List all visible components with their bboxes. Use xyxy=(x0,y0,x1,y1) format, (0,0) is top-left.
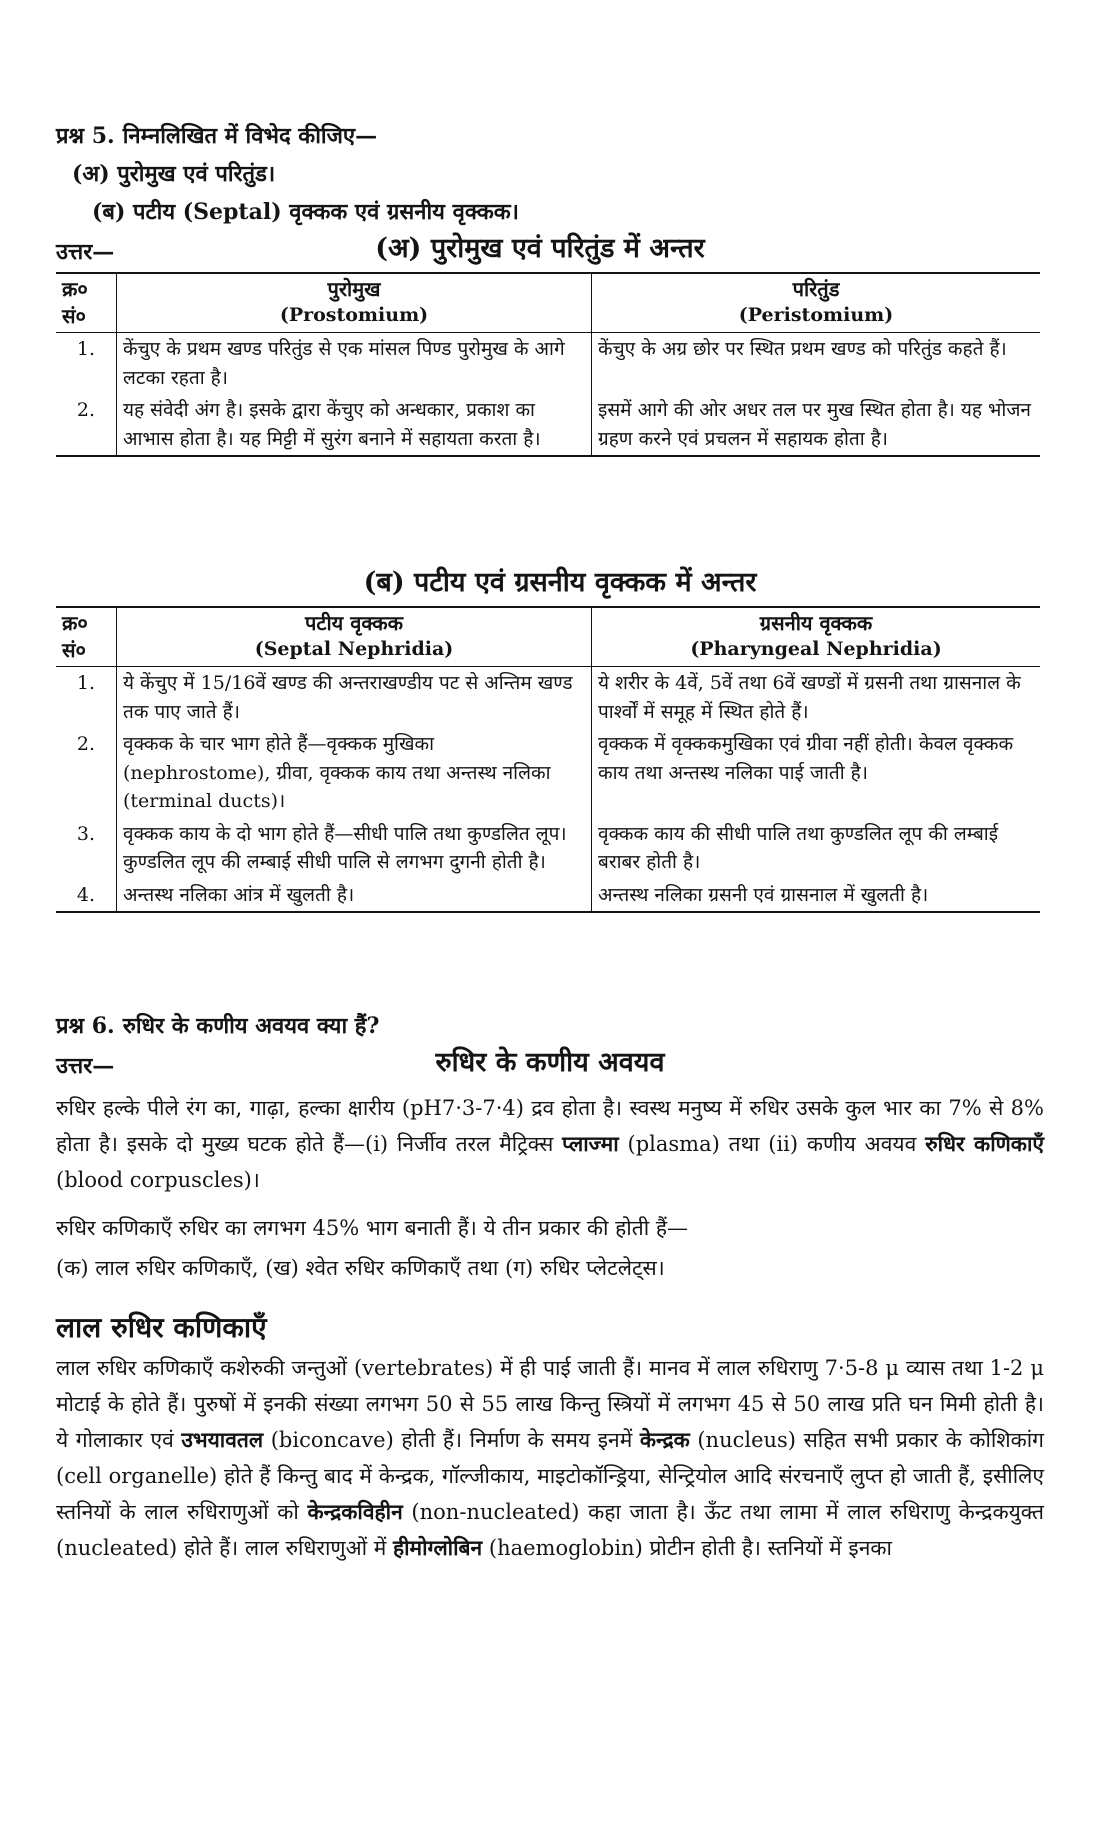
para-bold: केन्द्रकविहीन xyxy=(307,1499,403,1524)
row-serial: 2. xyxy=(56,394,117,456)
row-serial: 3. xyxy=(76,822,96,845)
row-col2: वृक्कक में वृक्ककमुखिका एवं ग्रीवा नहीं होती। केवल वृक्कक काय तथा अन्तस्थ नलिका पाई जाती है। xyxy=(592,728,1041,818)
para-bold: हीमोग्लोबिन xyxy=(392,1535,483,1560)
serial-header: क्र० सं० xyxy=(56,607,117,667)
row-col1: वृक्कक काय के दो भाग होते हैं—सीधी पालि तथा कुण्डलित लूप। कुण्डलित लूप की लम्बाई सीधी पालि से लगभग दुगनी होती है। xyxy=(117,818,592,879)
para-text: (blood corpuscles)। xyxy=(56,1168,260,1192)
para-text: लाल रुधिर कणिकाएँ कशेरुकी जन्तुओं (vertebrates) में ही पाई जाती हैं। मानव में लाल रुधिराणु 7·5-8 μ व्यास तथा 1-2 μ मोटाई के होते हैं। पुरुषों में इनकी संख्या लगभग 50 से 55 लाख किन्तु स्त्रियों में लगभग 45 से 50 लाख प्रति घन मिमी होती है। ये गोलाकार एवं xyxy=(56,1356,1044,1452)
answer-label: उत्तर— xyxy=(56,239,115,265)
row-serial: 2. xyxy=(76,733,96,755)
row-serial: 1. xyxy=(76,338,96,360)
row-col1: वृक्कक के चार भाग होते हैं—वृक्कक मुखिका (nephrostome), ग्रीवा, वृक्कक काय तथा अन्तस्थ नलिका (terminal ducts)। xyxy=(117,728,592,818)
row-col2: अन्तस्थ नलिका ग्रसनी एवं ग्रासनाल में खुलती है। xyxy=(592,879,1041,913)
table-b xyxy=(56,606,1040,913)
question-5 xyxy=(56,120,377,150)
row-serial: 1. xyxy=(76,672,96,694)
row-col2: वृक्कक काय की सीधी पालि तथा कुण्डलित लूप की लम्बाई बराबर होती है। xyxy=(592,818,1041,879)
row-col2: ये शरीर के 4वें, 5वें तथा 6वें खण्डों में ग्रसनी तथा ग्रासनाल के पार्श्वों में समूह में स्थित होते हैं। xyxy=(592,667,1041,729)
row-col1: केंचुए के प्रथम खण्ड परितुंड से एक मांसल पिण्ड पुरोमुख के आगे लटका रहता है। xyxy=(117,333,592,395)
table-row xyxy=(56,879,1040,913)
para-bold: प्लाज्मा xyxy=(562,1131,619,1156)
pharyngeal-header xyxy=(592,607,1041,667)
question-5-part-a: (अ) पुरोमुख एवं परितुंड। xyxy=(72,161,276,187)
table-row xyxy=(56,333,1040,395)
paragraph-types: (क) लाल रुधिर कणिकाएँ, (ख) श्वेत रुधिर कणिकाएँ तथा (ग) रुधिर प्लेटलेट्स। xyxy=(56,1256,665,1280)
row-col2: इसमें आगे की ओर अधर तल पर मुख स्थित होता है। यह भोजन ग्रहण करने एवं प्रचलन में सहायक होता है। xyxy=(592,394,1041,456)
question-5-part-b: (ब) पटीय (Septal) वृक्कक एवं ग्रसनीय वृक्कक। xyxy=(92,199,519,225)
serial-header: क्र० सं० xyxy=(56,273,117,333)
septal-header-hi: पटीय वृक्कक xyxy=(305,611,403,635)
para-text: (biconcave) होती हैं। निर्माण के समय इनमें xyxy=(263,1428,640,1452)
table-row xyxy=(56,394,1040,456)
peristomium-header xyxy=(592,273,1041,333)
para-text: (plasma) तथा (ii) कणीय अवयव xyxy=(618,1132,926,1156)
question-number: प्रश्न 5. xyxy=(56,123,115,149)
pharyngeal-header-en: (Pharyngeal Nephridia) xyxy=(690,638,942,660)
question-number: प्रश्न 6. xyxy=(56,1013,115,1039)
table-a xyxy=(56,272,1040,457)
table-b-heading: (ब) पटीय एवं ग्रसनीय वृक्कक में अन्तर xyxy=(363,567,757,598)
table-row xyxy=(56,818,1040,879)
table-row xyxy=(56,667,1040,729)
para-text: रुधिर हल्के पीले रंग का, गाढ़ा, हल्का क्षारीय (pH7·3-7·4) द्रव होता है। स्वस्थ मनुष्य में रुधिर उसके कुल भार का 7% से 8% होता है। इसके दो मुख्य घटक होते हैं—(i) निर्जीव तरल मैट्रिक्स xyxy=(56,1096,1044,1156)
question-text: रुधिर के कणीय अवयव क्या हैं? xyxy=(122,1013,380,1039)
pharyngeal-header-hi: ग्रसनीय वृक्कक xyxy=(759,611,873,635)
question-text: निम्नलिखित में विभेद कीजिए— xyxy=(122,123,378,149)
paragraph-rbc xyxy=(56,1350,1044,1566)
septal-header xyxy=(117,607,592,667)
row-col1: अन्तस्थ नलिका आंत्र में खुलती है। xyxy=(117,879,592,913)
prostomium-header xyxy=(117,273,592,333)
septal-header-en: (Septal Nephridia) xyxy=(254,638,454,660)
peristomium-header-en: (Peristomium) xyxy=(738,304,894,326)
para-text: (non-nucleated) कहा जाता है। ऊँट तथा लामा में लाल रुधिराणु केन्द्रकयुक्त (nucleated) होते हैं। लाल रुधिराणुओं में xyxy=(56,1500,1044,1560)
row-col1: यह संवेदी अंग है। इसके द्वारा केंचुए को अन्धकार, प्रकाश का आभास होता है। यह मिट्टी में सुरंग बनाने में सहायता करता है। xyxy=(117,394,592,456)
para-bold: रुधिर कणिकाएँ xyxy=(925,1131,1044,1156)
answer-heading: रुधिर के कणीय अवयव xyxy=(435,1047,665,1078)
table-a-heading: (अ) पुरोमुख एवं परितुंड में अन्तर xyxy=(375,233,705,264)
row-col2: केंचुए के अग्र छोर पर स्थित प्रथम खण्ड को परितुंड कहते हैं। xyxy=(592,333,1041,395)
question-6 xyxy=(56,1010,379,1040)
prostomium-header-en: (Prostomium) xyxy=(279,304,429,326)
row-serial: 4. xyxy=(56,879,117,913)
answer-label: उत्तर— xyxy=(56,1053,115,1079)
section-heading: लाल रुधिर कणिकाएँ xyxy=(56,1311,267,1344)
para-text: (haemoglobin) प्रोटीन होती है। स्तनियों में इनका xyxy=(482,1536,892,1560)
paragraph-blood xyxy=(56,1090,1044,1198)
paragraph-corpuscles: रुधिर कणिकाएँ रुधिर का लगभग 45% भाग बनाती हैं। ये तीन प्रकार की होती हैं— xyxy=(56,1216,688,1240)
peristomium-header-hi: परितुंड xyxy=(792,277,840,301)
para-text: (nucleus) सहित सभी प्रकार के कोशिकांग (cell organelle) होते हैं किन्तु बाद में केन्द्रक, गॉल्जीकाय, माइटोकॉन्ड्रिया, सेन्ट्रियोल आदि संरचनाएँ लुप्त हो जाती हैं, इसीलिए स्तनियों के लाल रुधिराणुओं को xyxy=(56,1428,1045,1524)
table-row xyxy=(56,728,1040,818)
row-col1: ये केंचुए में 15/16वें खण्ड की अन्तराखण्डीय पट से अन्तिम खण्ड तक पाए जाते हैं। xyxy=(117,667,592,729)
para-bold: उभयावतल xyxy=(181,1427,264,1452)
para-bold: केन्द्रक xyxy=(639,1427,690,1452)
prostomium-header-hi: पुरोमुख xyxy=(327,277,381,301)
